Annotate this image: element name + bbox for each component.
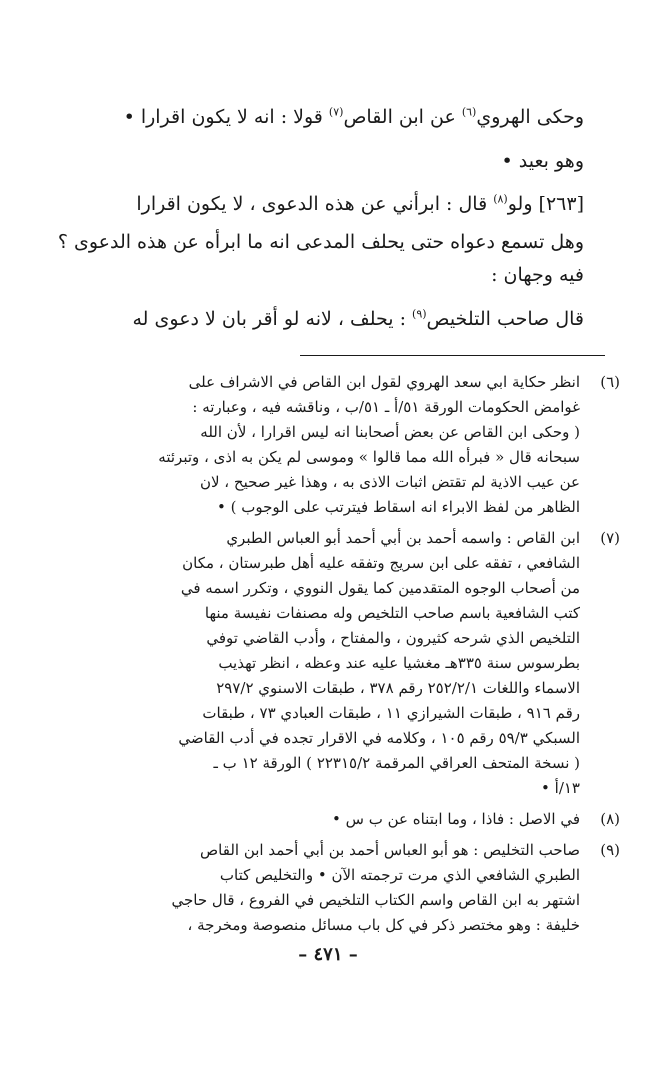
main-line-6 [84,307,584,330]
footnote-line: السبكي ٥٩/٣ رقم ١٠٥ ، وكلامه في الاقرار تجده في أدب القاضي [178,729,580,747]
main-line-5: فيه وجهان : [491,264,584,286]
footnote-line: كتب الشافعية باسم صاحب التلخيص وله مصنفات نفيسة منها [204,604,580,622]
footnotes [96,370,620,944]
footnote-line: من أصحاب الوجوه المتقدمين كما يقول النووي ، وتكرر اسمه في [180,579,580,597]
footnote-number: (٧) [600,529,620,547]
footnote-number: (٩) [600,841,620,859]
footnote-line: الاسماء واللغات ٢٥٢/٢/١ رقم ٣٧٨ ، طبقات الاسنوي ٢٩٧/٢ [216,679,580,697]
main-line-2: وهو بعيد • [501,150,584,172]
footnote-line: غوامض الحكومات الورقة ٥١/أ ـ ٥١/ب ، وناقشه فيه ، وعبارته : [192,398,580,416]
footnote-8 [96,807,620,832]
footnote-ref-6: (٦) [461,105,477,119]
text-segment: قولا : انه لا يكون اقرارا • [123,106,329,128]
footnote-line: صاحب التخليص : هو أبو العباس أحمد بن أبي أحمد ابن القاص [200,841,580,859]
main-text [57,105,584,330]
footnote-line: بطرسوس سنة ٣٣٥هـ مغشيا عليه عند وعظه ، انظر تهذيب [218,654,580,672]
text-segment: عن ابن القاص [343,106,462,128]
footnote-number: (٨) [600,810,620,828]
footnote-line: ١٣/أ • [541,779,580,797]
footnote-line: اشتهر به ابن القاص واسم الكتاب التلخيص في الفروع ، قال حاجي [171,891,580,909]
footnote-line: انظر حكاية ابي سعد الهروي لقول ابن القاص في الاشراف على [188,373,580,391]
text-segment: : يحلف ، لانه لو أقر بان لا دعوى له [132,308,413,330]
footnote-line: سبحانه قال « فبرأه الله مما قالوا » وموسى لم يكن به اذى ، وتبرئته [158,448,580,466]
main-line-3 [84,192,584,215]
footnote-line: رقم ٩١٦ ، طبقات الشيرازي ١١ ، طبقات العبادي ٧٣ ، طبقات [202,704,580,722]
footnote-line: خليفة : وهو مختصر ذكر في كل باب مسائل منصوصة ومخرجة ، [187,916,580,934]
footnote-line: ( وحكى ابن القاص عن بعض أصحابنا انه ليس اقرارا ، لأن الله [200,423,580,441]
footnote-line: التلخيص الذي شرحه كثيرون ، والمفتاح ، وأدب القاضي توفي [206,629,580,647]
text-segment: وحكى الهروي [476,106,584,128]
footnote-9 [96,838,620,938]
footnote-ref-7: (٧) [328,105,344,119]
footnote-line: ابن القاص : واسمه أحمد بن أبي أحمد أبو العباس الطبري [226,529,580,547]
footnote-6 [96,370,620,520]
main-line-1 [84,105,584,128]
footnote-line: عن عيب الاذية لم تقتض اثبات الاذى به ، وهذا غير صحيح ، لان [199,473,580,491]
footnote-line: الطبري الشافعي الذي مرت ترجمته الآن • والتخليص كتاب [219,866,580,884]
main-line-4: وهل تسمع دعواه حتى يحلف المدعى انه ما ابرأه عن هذه الدعوى ؟ [57,231,584,253]
footnote-ref-9: (٩) [412,307,427,321]
footnote-7 [96,526,620,801]
footnote-line: ( نسخة المتحف العراقي المرقمة ٢٢٣١٥/٢ ) الورقة ١٢ ب ـ [213,754,580,772]
text-segment: قال : ابرأني عن هذه الدعوى ، لا يكون اقرارا [136,193,494,215]
text-segment: قال صاحب التلخيص [426,308,584,330]
footnote-separator [300,355,605,356]
footnote-ref-8: (٨) [493,192,508,206]
text-segment: [٢٦٣] ولو [507,193,584,215]
footnote-number: (٦) [600,373,620,391]
footnote-line: الظاهر من لفظ الابراء انه اسقاط فيترتب على الوجوب ) • [216,498,580,516]
page-number: – ٤٧١ – [298,944,358,965]
footnote-line: في الاصل : فاذا ، وما ابتناه عن ب س • [332,810,580,828]
footnote-line: الشافعي ، تفقه على ابن سريج وتفقه عليه أهل طبرستان ، مكان [182,554,580,572]
